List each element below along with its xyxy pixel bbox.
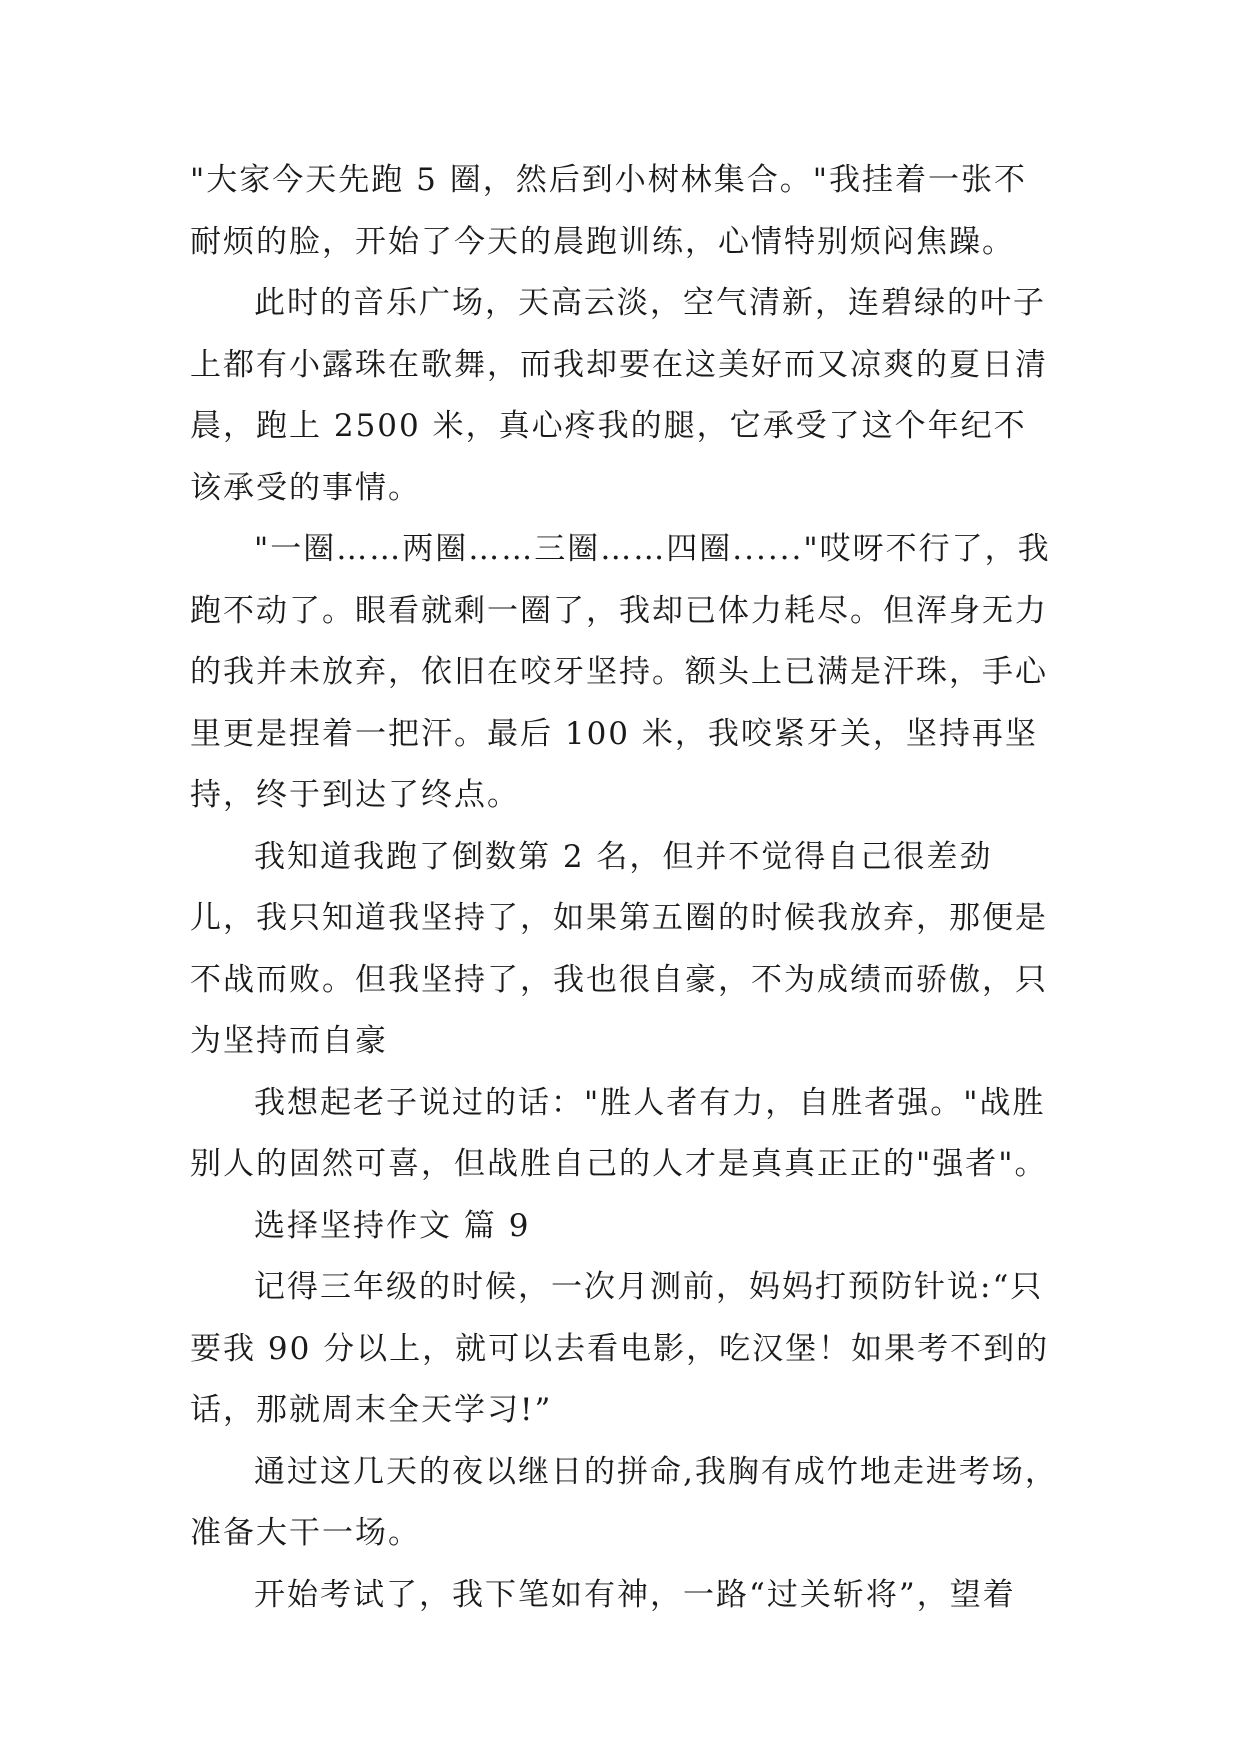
paragraph: "一圈……两圈……三圈……四圈......"哎呀不行了，我跑不动了。眼看就剩一圈了，我却已体力耗尽。但浑身无力的我并未放弃，依旧在咬牙坚持。额头上已满是汗珠，手心里更是捏着一把汗。最后 100 米，我咬紧牙关，坚持再坚持，终于到达了终点。 xyxy=(190,531,1051,813)
paragraph: "大家今天先跑 5 圈，然后到小树林集合。"我挂着一张不耐烦的脸，开始了今天的晨跑训练，心情特别烦闷焦躁。 xyxy=(190,162,1027,260)
paragraph: 记得三年级的时候，一次月测前，妈妈打预防针说:“只要我 90 分以上，就可以去看电影，吃汉堡！如果考不到的话，那就周末全天学习!” xyxy=(190,1269,1050,1428)
document-body xyxy=(190,150,1058,1626)
section-heading: 选择坚持作文 篇 9 xyxy=(254,1207,531,1244)
paragraph: 通过这几天的夜以继日的拼命,我胸有成竹地走进考场，准备大干一场。 xyxy=(190,1453,1058,1551)
paragraph: 开始考试了，我下笔如有神，一路“过关斩将”，望着 xyxy=(254,1576,1016,1613)
paragraph: 此时的音乐广场，天高云淡，空气清新，连碧绿的叶子上都有小露珠在歌舞，而我却要在这美好而又凉爽的夏日清晨，跑上 2500 米，真心疼我的腿，它承受了这个年纪不该承受的事情。 xyxy=(190,285,1048,506)
paragraph: 我知道我跑了倒数第 2 名，但并不觉得自己很差劲儿，我只知道我坚持了，如果第五圈的时候我放弃，那便是不战而败。但我坚持了，我也很自豪，不为成绩而骄傲，只为坚持而自豪 xyxy=(190,838,1048,1059)
paragraph: 我想起老子说过的话："胜人者有力，自胜者强。"战胜别人的固然可喜，但战胜自己的人才是真真正正的"强者"。 xyxy=(190,1084,1048,1182)
